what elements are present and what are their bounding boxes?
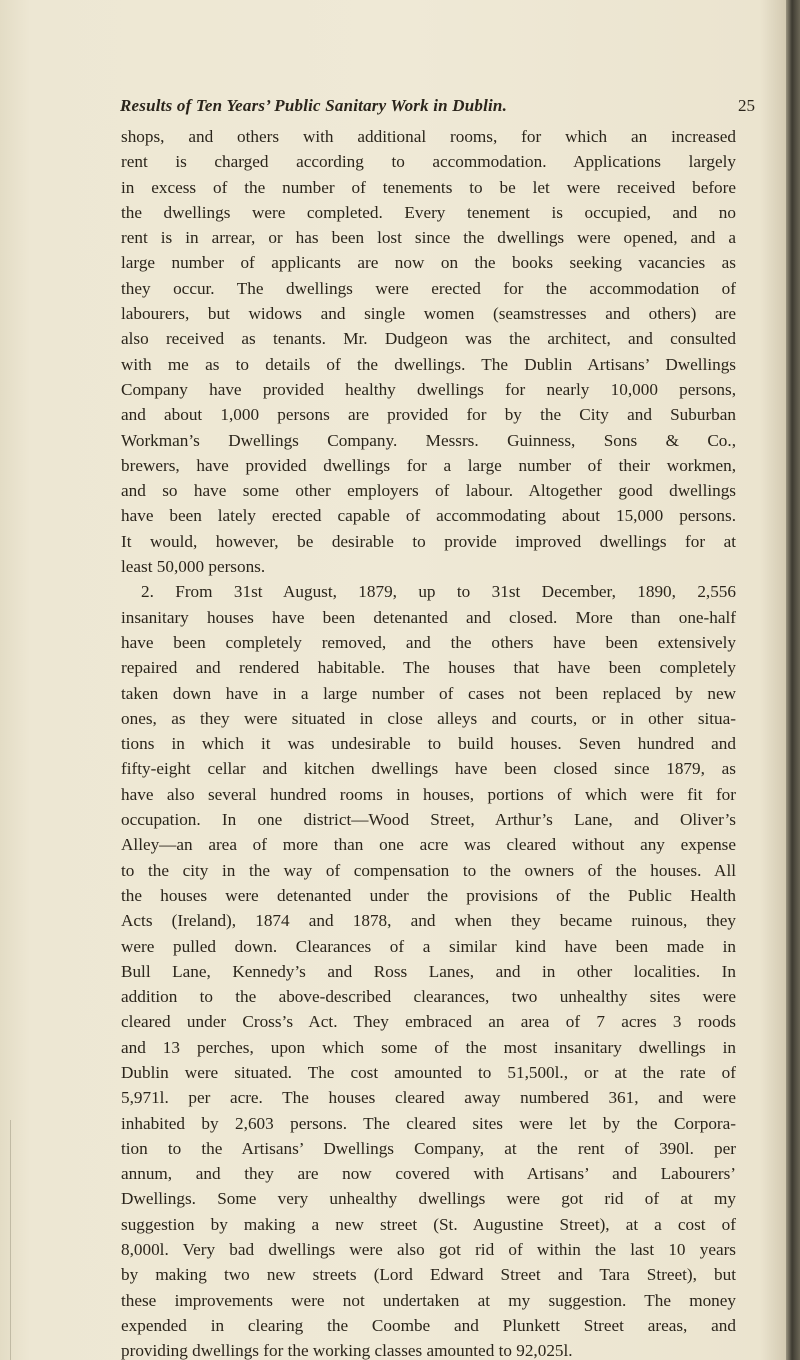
text-line: rent is charged according to accommodation. Applications largely	[121, 152, 736, 172]
text-line: tion to the Artisans’ Dwellings Company, at the rent of 390l. per	[121, 1138, 736, 1158]
text-line: providing dwellings for the working classes amounted to 92,025l.	[121, 1341, 573, 1360]
text-line: addition to the above-described clearances, two unhealthy sites were	[121, 987, 736, 1007]
text-line: the dwellings were completed. Every tenement is occupied, and no	[121, 202, 736, 222]
text-line: repaired and rendered habitable. The houses that have been completely	[121, 658, 736, 678]
text-line: annum, and they are now covered with Artisans’ and Labourers’	[121, 1164, 736, 1184]
text-line: fifty-eight cellar and kitchen dwellings have been closed since 1879, as	[121, 759, 736, 779]
text-line: they occur. The dwellings were erected for the accommodation of	[121, 278, 736, 298]
text-line: suggestion by making a new street (St. Augustine Street), at a cost of	[121, 1214, 736, 1234]
text-line: Bull Lane, Kennedy’s and Ross Lanes, and in other localities. In	[121, 961, 736, 981]
page-binding-edge	[786, 0, 800, 1360]
text-line: labourers, but widows and single women (seamstresses and others) are	[121, 304, 736, 324]
text-line: tions in which it was undesirable to build houses. Seven hundred and	[121, 734, 736, 754]
text-line: also received as tenants. Mr. Dudgeon was the architect, and consulted	[121, 329, 736, 349]
text-line: 5,971l. per acre. The houses cleared away numbered 361, and were	[121, 1088, 736, 1108]
text-line: 2. From 31st August, 1879, up to 31st December, 1890, 2,556	[141, 582, 736, 602]
text-line: large number of applicants are now on the books seeking vacancies as	[121, 253, 736, 273]
text-line: in excess of the number of tenements to be let were received before	[121, 177, 736, 197]
text-line: with me as to details of the dwellings. The Dublin Artisans’ Dwellings	[121, 354, 736, 374]
text-line: and about 1,000 persons are provided for by the City and Suburban	[121, 405, 736, 425]
text-line: rent is in arrear, or has been lost since the dwellings were opened, and a	[121, 228, 736, 248]
text-line: to the city in the way of compensation to the owners of the houses. All	[121, 860, 736, 880]
text-line: Alley—an area of more than one acre was cleared without any expense	[121, 835, 736, 855]
text-line: taken down have in a large number of cases not been replaced by new	[121, 683, 736, 703]
text-line: Workman’s Dwellings Company. Messrs. Guinness, Sons & Co.,	[121, 430, 736, 450]
page-edge-shadow	[10, 1120, 11, 1360]
text-line: and 13 perches, upon which some of the most insanitary dwellings in	[121, 1037, 736, 1057]
text-line: these improvements were not undertaken at my suggestion. The money	[121, 1290, 736, 1310]
text-line: Dublin were situated. The cost amounted to 51,500l., or at the rate of	[121, 1062, 736, 1082]
text-line: shops, and others with additional rooms, for which an increased	[121, 127, 736, 146]
body-text	[121, 124, 736, 1360]
text-line: Company have provided healthy dwellings for nearly 10,000 persons,	[121, 379, 736, 399]
text-line: have also several hundred rooms in houses, portions of which were fit for	[121, 784, 736, 804]
text-line: cleared under Cross’s Act. They embraced an area of 7 acres 3 roods	[121, 1012, 736, 1032]
page-number: 25	[738, 96, 755, 115]
text-line: 8,000l. Very bad dwellings were also got rid of within the last 10 years	[121, 1240, 736, 1260]
running-head: Results of Ten Years’ Public Sanitary Work in Dublin.	[120, 96, 508, 115]
text-line: expended in clearing the Coombe and Plunkett Street areas, and	[121, 1315, 736, 1335]
text-line: brewers, have provided dwellings for a large number of their workmen,	[121, 455, 736, 475]
text-line: were pulled down. Clearances of a similar kind have been made in	[121, 936, 736, 956]
text-line: inhabited by 2,603 persons. The cleared sites were let by the Corpora-	[121, 1113, 736, 1133]
text-line: the houses were detenanted under the provisions of the Public Health	[121, 885, 736, 905]
text-line: Dwellings. Some very unhealthy dwellings were got rid of at my	[121, 1189, 736, 1209]
text-line: have been lately erected capable of accommodating about 15,000 persons.	[121, 506, 736, 526]
text-line: insanitary houses have been detenanted and closed. More than one-half	[121, 607, 736, 627]
text-line: least 50,000 persons.	[121, 557, 266, 577]
text-line: and so have some other employers of labour. Altogether good dwellings	[121, 481, 736, 501]
text-line: Acts (Ireland), 1874 and 1878, and when they became ruinous, they	[121, 911, 736, 931]
text-line: by making two new streets (Lord Edward Street and Tara Street), but	[121, 1265, 736, 1285]
text-line: ones, as they were situated in close alleys and courts, or in other situa-	[121, 708, 736, 728]
text-line: occupation. In one district—Wood Street, Arthur’s Lane, and Oliver’s	[121, 810, 736, 830]
text-line: have been completely removed, and the others have been extensively	[121, 632, 736, 652]
text-line: It would, however, be desirable to provide improved dwellings for at	[121, 531, 736, 551]
